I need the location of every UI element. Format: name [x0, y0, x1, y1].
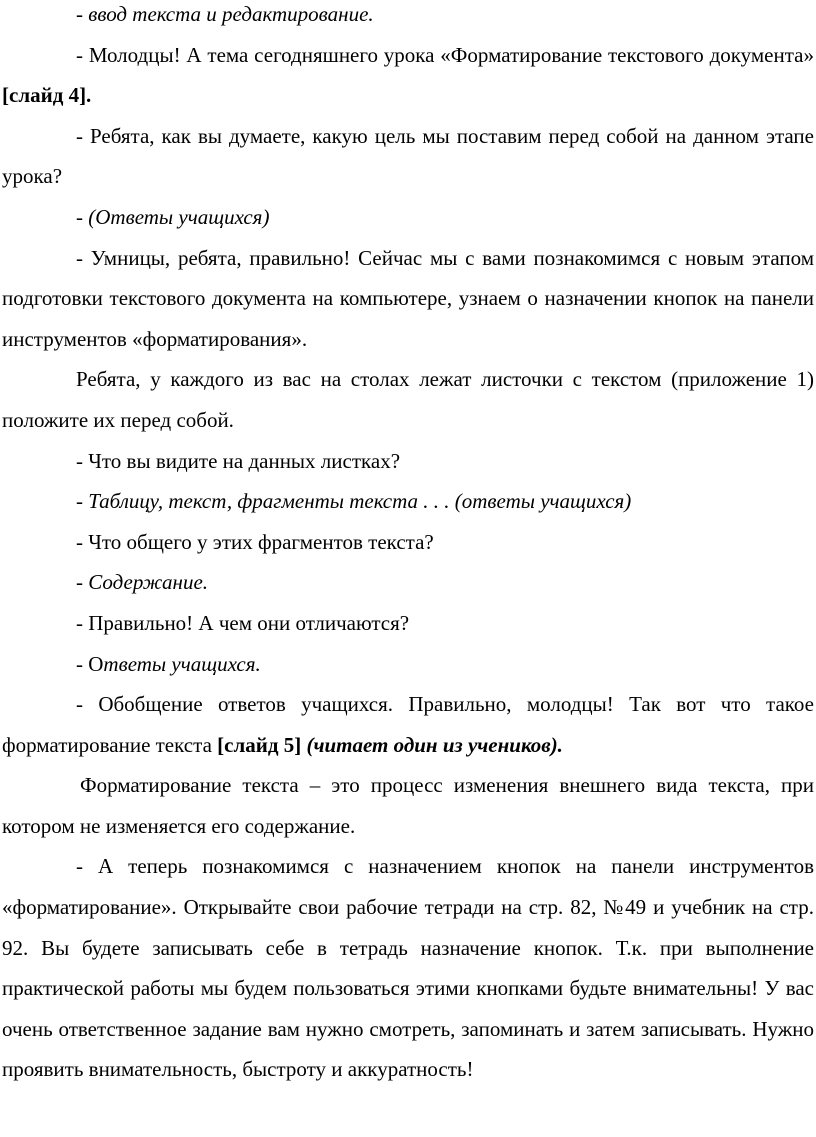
paragraph-difference-question: [2, 603, 814, 644]
paragraph-summary: [2, 684, 814, 765]
slide-reference: [слайд 5]: [217, 732, 302, 757]
paragraph-handouts: [2, 359, 814, 440]
paragraph-goal-question: [2, 116, 814, 197]
paragraph-what-do-you-see: [2, 441, 814, 482]
paragraph-definition: [2, 765, 814, 846]
body-text: - А теперь познакомимся с назначением кнопок на панели инструментов «форматирование». Открывайте свои рабочие тетради на стр. 82, №49 и учебник на стр. 92. Вы будете записывать себе в тетрадь назначение кнопок. Т.к. при выполнение практической работы мы будем пользоваться этими кнопками будьте внимательны! У вас очень ответственное задание вам нужно смотреть, запоминать и затем записывать. Нужно проявить внимательность, быстроту и аккуратность!: [2, 854, 814, 1082]
dash-text: -: [76, 489, 89, 514]
body-text: - Умницы, ребята, правильно! Сейчас мы с вами познакомимся с новым этапом подготовки текстового документа на компьютере, узнаем о назначении кнопок на панели инструментов «форматирования».: [2, 245, 814, 351]
document-page: [2, 0, 814, 1090]
paragraph-student-answers: [2, 197, 814, 238]
italic-text: Таблицу, текст, фрагменты текста . . . (ответы учащихся): [88, 489, 632, 514]
body-text: - Правильно! А чем они отличаются?: [76, 610, 410, 635]
body-text: Ребята, у каждого из вас на столах лежат листочки с текстом (приложение 1) положите их перед собой.: [2, 367, 814, 432]
dash-text: -: [76, 570, 89, 595]
paragraph-lesson-topic: [2, 35, 814, 116]
body-text: - Молодцы! А тема сегодняшнего урока «Форматирование текстового документа»: [76, 42, 814, 67]
paragraph-new-stage: [2, 238, 814, 360]
body-text: - Что вы видите на данных листках?: [76, 448, 401, 473]
body-text: - Что общего у этих фрагментов текста?: [76, 529, 434, 554]
dash-text: - О: [76, 651, 104, 676]
definition-text: Форматирование текста – это процесс изменения внешнего вида текста, при котором не изменяется его содержание.: [2, 773, 814, 838]
body-text: - Ребята, как вы думаете, какую цель мы поставим перед собой на данном этапе урока?: [2, 123, 814, 189]
dash-text: -: [76, 2, 89, 26]
paragraph-table-text-answer: [2, 481, 814, 522]
italic-text: Содержание.: [88, 570, 209, 595]
paragraph-answers-note: [2, 644, 814, 685]
body-text: - Обобщение ответов учащихся. Правильно, молодцы! Так вот что такое форматирование текста: [2, 692, 814, 757]
paragraph-typing-editing: [2, 0, 814, 35]
paragraph-content-answer: [2, 562, 814, 603]
paragraph-common-question: [2, 522, 814, 563]
slide-reference: [слайд 4].: [2, 83, 92, 108]
italic-text: ввод текста и редактирование.: [88, 2, 374, 26]
italic-text: (Ответы учащихся): [88, 204, 270, 229]
dash-text: -: [76, 204, 89, 229]
paragraph-toolbar-task: [2, 846, 814, 1090]
italic-text: тветы учащихся.: [103, 651, 261, 676]
reader-note: (читает один из учеников).: [306, 732, 563, 757]
